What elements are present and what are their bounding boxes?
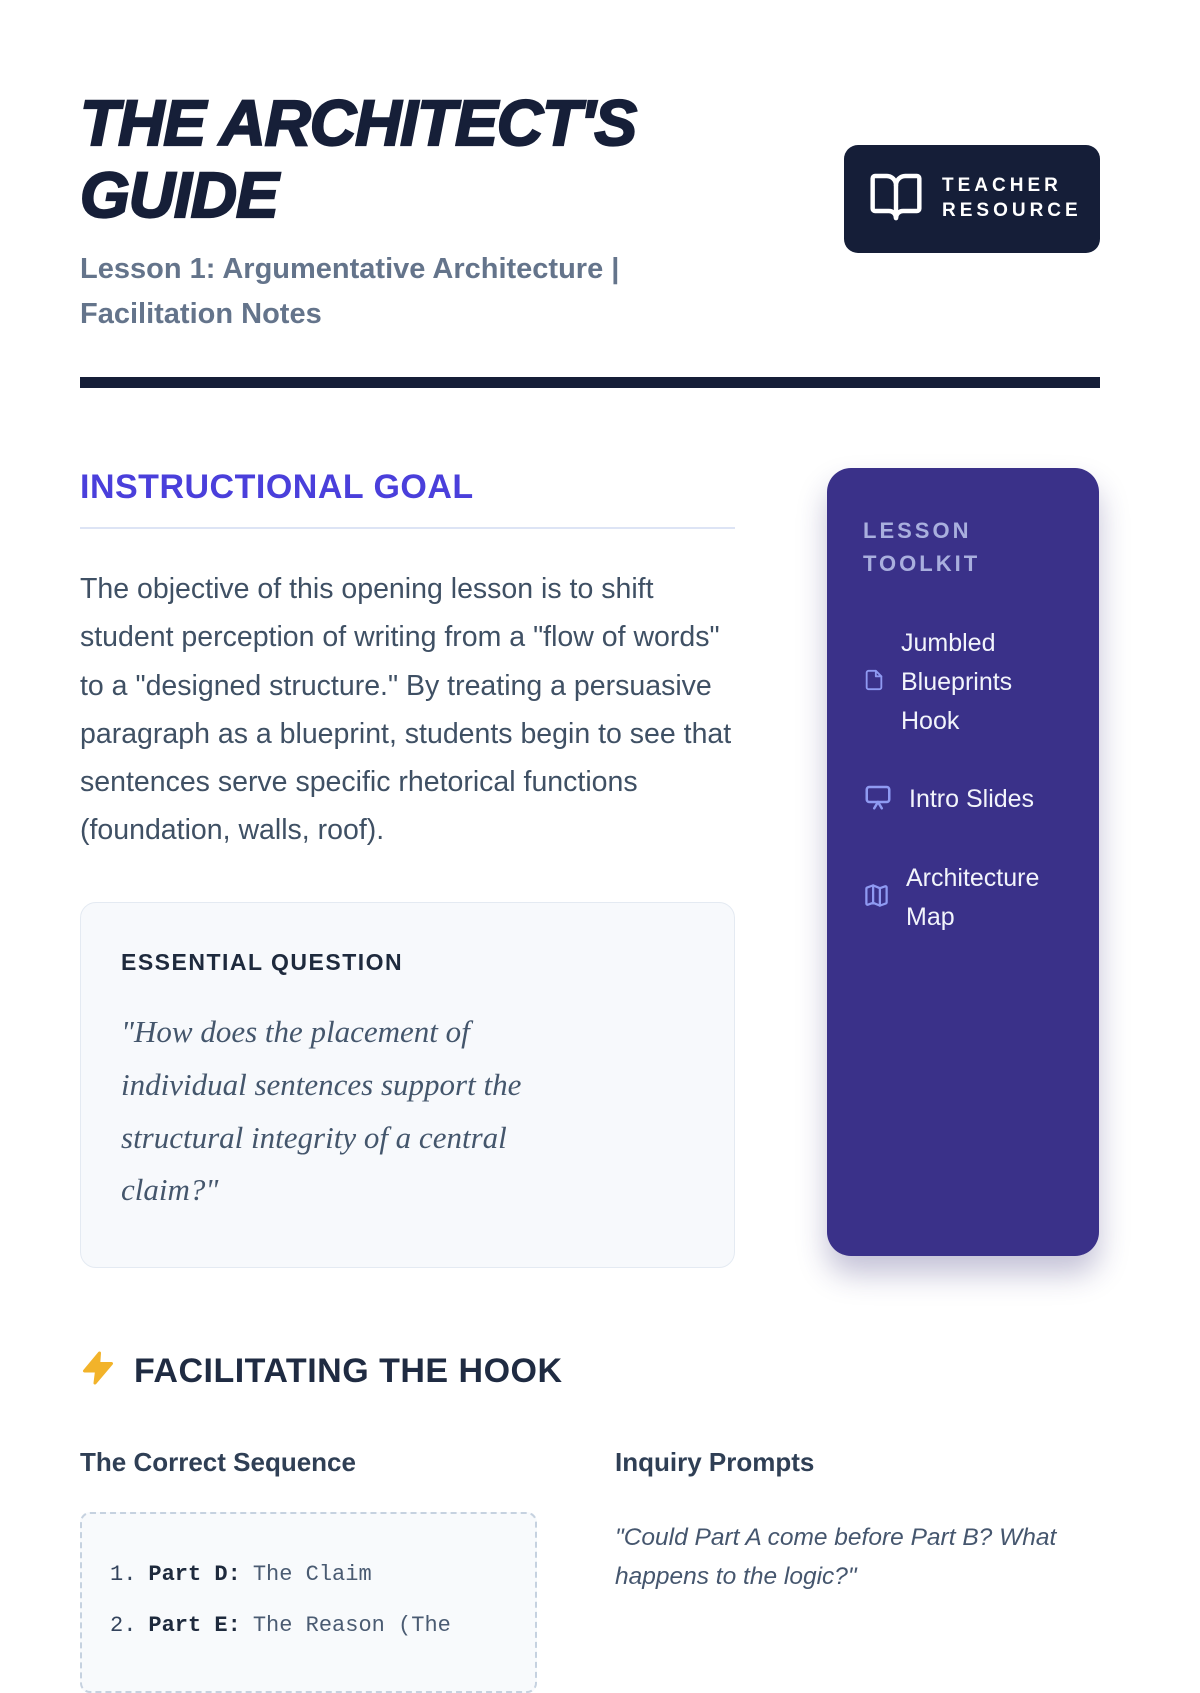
- sequence-part-text: The Claim: [252, 1561, 372, 1587]
- lightning-icon: [80, 1350, 116, 1393]
- map-icon: [863, 882, 890, 914]
- hook-columns: [80, 1447, 1100, 1693]
- essential-question-quote: "How does the placement of individual sentences support the structural integrity of a central claim?": [121, 1014, 522, 1208]
- essential-question-card: [80, 902, 735, 1268]
- teacher-resource-badge: [844, 145, 1100, 253]
- open-book-icon: [868, 169, 924, 230]
- essential-question-label: ESSENTIAL QUESTION: [121, 949, 404, 976]
- facilitating-hook-section: [80, 1350, 1100, 1693]
- toolkit-item-label: Intro Slides: [909, 785, 1035, 814]
- inquiry-prompts-column: [615, 1447, 1100, 1693]
- toolkit-item-jumbled-blueprints-hook[interactable]: [863, 624, 1063, 740]
- main-grid: [80, 468, 1100, 1268]
- header: [80, 88, 1100, 337]
- correct-sequence-heading: The Correct Sequence: [80, 1446, 356, 1477]
- sequence-part-label: Part E:: [148, 1612, 241, 1638]
- page-title: THE ARCHITECT'S GUIDE: [80, 87, 637, 231]
- badge-line1: TEACHER: [942, 175, 1062, 197]
- title-block: [80, 88, 780, 337]
- inquiry-prompts-heading: Inquiry Prompts: [615, 1446, 815, 1477]
- section-heading-instructional-goal: INSTRUCTIONAL GOAL: [80, 468, 735, 529]
- sequence-item-1: [110, 1550, 507, 1601]
- hook-heading: [80, 1350, 1100, 1393]
- divider-rule: [80, 377, 1100, 388]
- toolkit-item-label: Architecture Map: [906, 864, 1040, 931]
- hook-heading-text: FACILITATING THE HOOK: [134, 1351, 563, 1390]
- instructional-goal-body: The objective of this opening lesson is to shift student perception of writing from a "flow of words" to a "designed structure." By treating a persuasive paragraph as a blueprint, students begin to see that sentences serve specific rhetorical functions (foundation, walls, roof).: [80, 573, 732, 846]
- badge-line2: RESOURCE: [942, 200, 1082, 221]
- badge-text: [942, 174, 1082, 223]
- toolkit-heading: LESSON TOOLKIT: [863, 518, 981, 577]
- sequence-number: 2.: [110, 1612, 137, 1638]
- sequence-item-2: [110, 1601, 507, 1652]
- toolkit-item-architecture-map[interactable]: [863, 859, 1063, 937]
- correct-sequence-column: [80, 1447, 537, 1693]
- file-icon: [863, 669, 885, 696]
- sequence-part-label: Part D:: [148, 1561, 241, 1587]
- lesson-toolkit-card: [827, 468, 1099, 1256]
- presentation-icon: [863, 782, 893, 817]
- toolkit-item-label: Jumbled Blueprints Hook: [901, 629, 1013, 735]
- page-subtitle: Lesson 1: Argumentative Architecture | Facilitation Notes: [80, 253, 620, 331]
- toolkit-list: [863, 624, 1063, 937]
- sequence-part-text: The Reason (The: [252, 1612, 451, 1638]
- toolkit-item-intro-slides[interactable]: [863, 780, 1063, 819]
- sequence-box: [80, 1512, 537, 1693]
- sequence-number: 1.: [110, 1561, 137, 1587]
- inquiry-prompt-text: "Could Part A come before Part B? What happens to the logic?": [615, 1523, 1057, 1591]
- main-column: [80, 468, 735, 1268]
